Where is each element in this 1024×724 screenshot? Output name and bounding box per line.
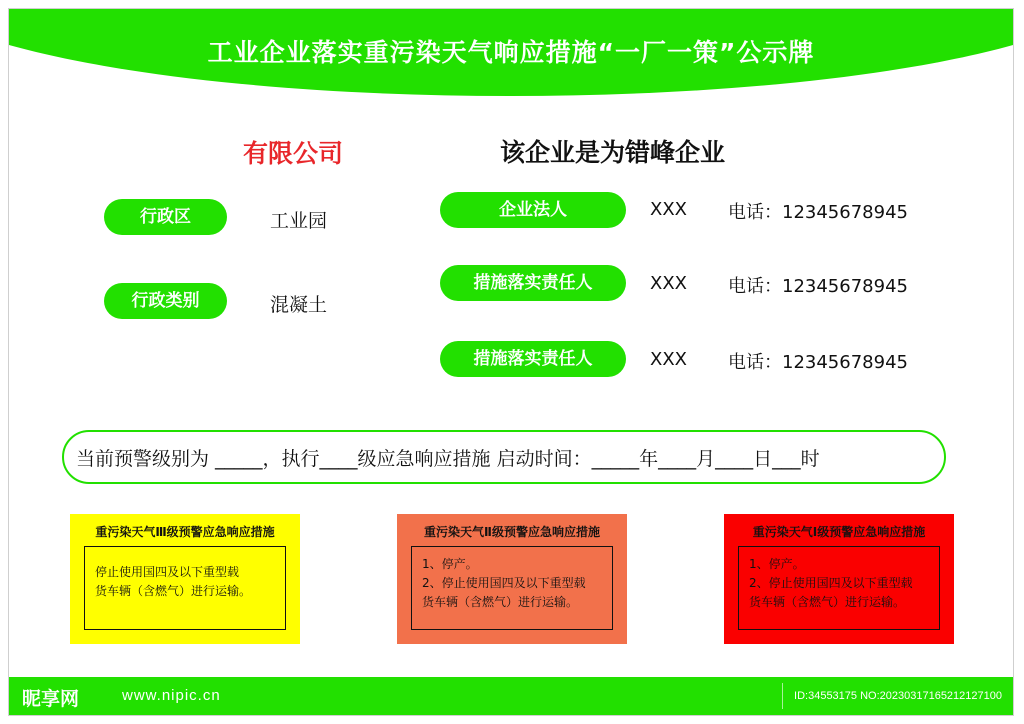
measure-body-level-2 (411, 546, 613, 630)
measure-line: 2、停止使用国四及以下重型载 (749, 576, 913, 590)
site-logo: 昵享网 (22, 688, 80, 710)
measure-line: 1、停产。 (422, 557, 478, 571)
image-id-text: ID:34553175 NO:20230317165212127100 (794, 690, 1002, 702)
measure-line: 2、停止使用国四及以下重型载 (422, 576, 586, 590)
measure-title-level-2: 重污染天气Ⅱ级预警应急响应措施 (424, 525, 600, 539)
contact-name-legal-person: XXX (650, 199, 687, 220)
measure-card-level-2 (397, 514, 627, 644)
contact-role-legal-person: 企业法人 (440, 192, 626, 228)
measure-body-level-3 (84, 546, 286, 630)
company-name: 有限公司 (242, 139, 343, 168)
measure-title-level-3: 重污染天气Ⅲ级预警应急响应措施 (95, 525, 275, 539)
measure-title-level-1: 重污染天气Ⅰ级预警应急响应措施 (752, 525, 926, 539)
measure-card-level-3 (70, 514, 300, 644)
contact-name-responsible-1: XXX (650, 273, 687, 294)
admin-type-label: 行政类别 (104, 283, 227, 319)
measure-line: 货车辆（含燃气）进行运输。 (749, 595, 906, 609)
measure-card-level-1 (724, 514, 954, 644)
contact-phone-responsible-1: 电话：12345678945 (728, 276, 908, 297)
admin-area-value: 工业园 (270, 210, 328, 232)
measure-line: 1、停产。 (749, 557, 805, 571)
admin-type-value: 混凝土 (270, 294, 328, 316)
contact-role-responsible-1: 措施落实责任人 (440, 265, 626, 301)
banner-title: 工业企业落实重污染天气响应措施“一厂一策”公示牌 (207, 38, 815, 67)
contact-role-responsible-2: 措施落实责任人 (440, 341, 626, 377)
measure-line: 货车辆（含燃气）进行运输。 (95, 584, 252, 598)
banner (9, 9, 1013, 113)
contact-phone-legal-person: 电话：12345678945 (728, 202, 908, 223)
measure-line: 货车辆（含燃气）进行运输。 (422, 595, 579, 609)
measure-line: 停止使用国四及以下重型载 (95, 565, 240, 579)
site-url: www.nipic.cn (122, 687, 221, 704)
contact-phone-responsible-2: 电话：12345678945 (728, 352, 908, 373)
measure-body-level-1 (738, 546, 940, 630)
footer-divider (782, 683, 783, 709)
admin-area-label: 行政区 (104, 199, 227, 235)
alert-level-text: 当前预警级别为 _____，执行____级应急响应措施 启动时间：_____年____月____日___时 (76, 448, 820, 470)
peak-enterprise-note: 该企业是为错峰企业 (500, 138, 726, 167)
contact-name-responsible-2: XXX (650, 349, 687, 370)
